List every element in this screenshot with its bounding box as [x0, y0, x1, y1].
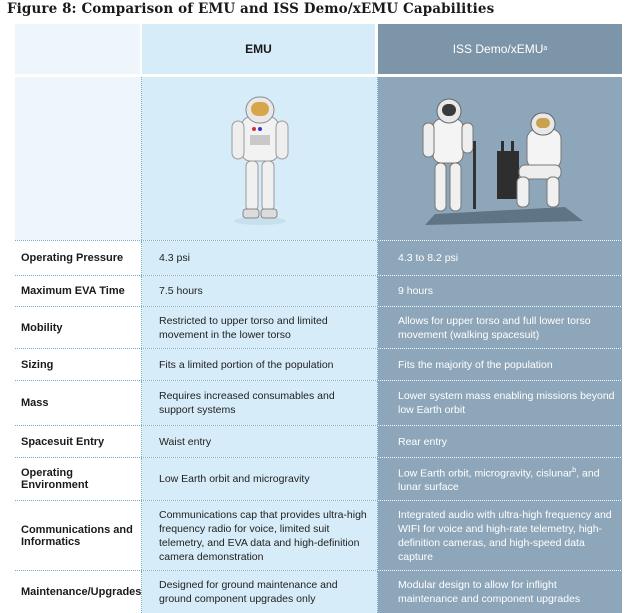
- row-label: Communications and Informatics: [15, 501, 142, 570]
- header-xemu-label: ISS Demo/xEMU: [452, 42, 544, 56]
- row-label: Operating Pressure: [15, 241, 142, 275]
- row-label: Spacesuit Entry: [15, 426, 142, 457]
- emu-cell: 4.3 psi: [142, 241, 378, 275]
- row-label: Operating Environment: [15, 458, 142, 500]
- row-label: Sizing: [15, 349, 142, 380]
- table-row: [15, 458, 622, 501]
- emu-cell: Designed for ground maintenance and ground component upgrades only: [142, 571, 378, 613]
- emu-spacesuit-image: [220, 89, 300, 229]
- row-label: Mass: [15, 381, 142, 425]
- xemu-cell: Lower system mass enabling missions beyond low Earth orbit: [378, 381, 622, 425]
- table-row: [15, 501, 622, 571]
- emu-cell: Communications cap that provides ultra-high frequency radio for voice, limited suit telemetry, and EVA data and high-definition camera demonstration: [142, 501, 378, 570]
- xemu-cell: [378, 458, 622, 500]
- row-label: Maximum EVA Time: [15, 276, 142, 306]
- xemu-cell: 4.3 to 8.2 psi: [378, 241, 622, 275]
- comparison-table: [15, 24, 622, 613]
- header-xemu-footnote: a: [543, 45, 548, 52]
- xemu-cell: Fits the majority of the population: [378, 349, 622, 380]
- xemu-image-cell: [378, 77, 622, 240]
- emu-cell: Low Earth orbit and microgravity: [142, 458, 378, 500]
- emu-cell: Requires increased consumables and support systems: [142, 381, 378, 425]
- row-label: Maintenance/Upgrades: [15, 571, 142, 613]
- table-row: [15, 571, 622, 613]
- emu-image-cell: [142, 77, 378, 240]
- table-row: [15, 241, 622, 276]
- emu-cell: 7.5 hours: [142, 276, 378, 306]
- header-blank-cell: [15, 24, 142, 74]
- xemu-cell: Allows for upper torso and full lower torso movement (walking spacesuit): [378, 307, 622, 348]
- xemu-cell: Integrated audio with ultra-high frequency and WIFI for voice and high-rate telemetry, high-definition cameras, and high-speed data capture: [378, 501, 622, 570]
- image-row: [15, 77, 622, 241]
- header-emu-label: EMU: [245, 42, 272, 56]
- header-emu: [142, 24, 378, 74]
- xemu-cell: 9 hours: [378, 276, 622, 306]
- row-label: Mobility: [15, 307, 142, 348]
- xemu-text-post: , and lunar surface: [398, 467, 600, 494]
- xemu-cell: Modular design to allow for inflight maintenance and component upgrades: [378, 571, 622, 613]
- figure-title: Figure 8: Comparison of EMU and ISS Demo/xEMU Capabilities: [7, 1, 495, 17]
- xemu-text-pre: Low Earth orbit, microgravity, cislunar: [398, 467, 573, 480]
- header-xemu: [378, 24, 622, 74]
- emu-cell: Restricted to upper torso and limited movement in the lower torso: [142, 307, 378, 348]
- emu-cell: Fits a limited portion of the population: [142, 349, 378, 380]
- header-row: [15, 24, 622, 77]
- table-row: [15, 276, 622, 307]
- image-blank-cell: [15, 77, 142, 240]
- table-row: [15, 349, 622, 381]
- cislunar-footnote: b: [572, 466, 577, 474]
- table-row: [15, 381, 622, 426]
- table-row: [15, 307, 622, 349]
- xemu-spacesuit-image: [415, 89, 585, 229]
- xemu-cell: Rear entry: [378, 426, 622, 457]
- table-row: [15, 426, 622, 458]
- emu-cell: Waist entry: [142, 426, 378, 457]
